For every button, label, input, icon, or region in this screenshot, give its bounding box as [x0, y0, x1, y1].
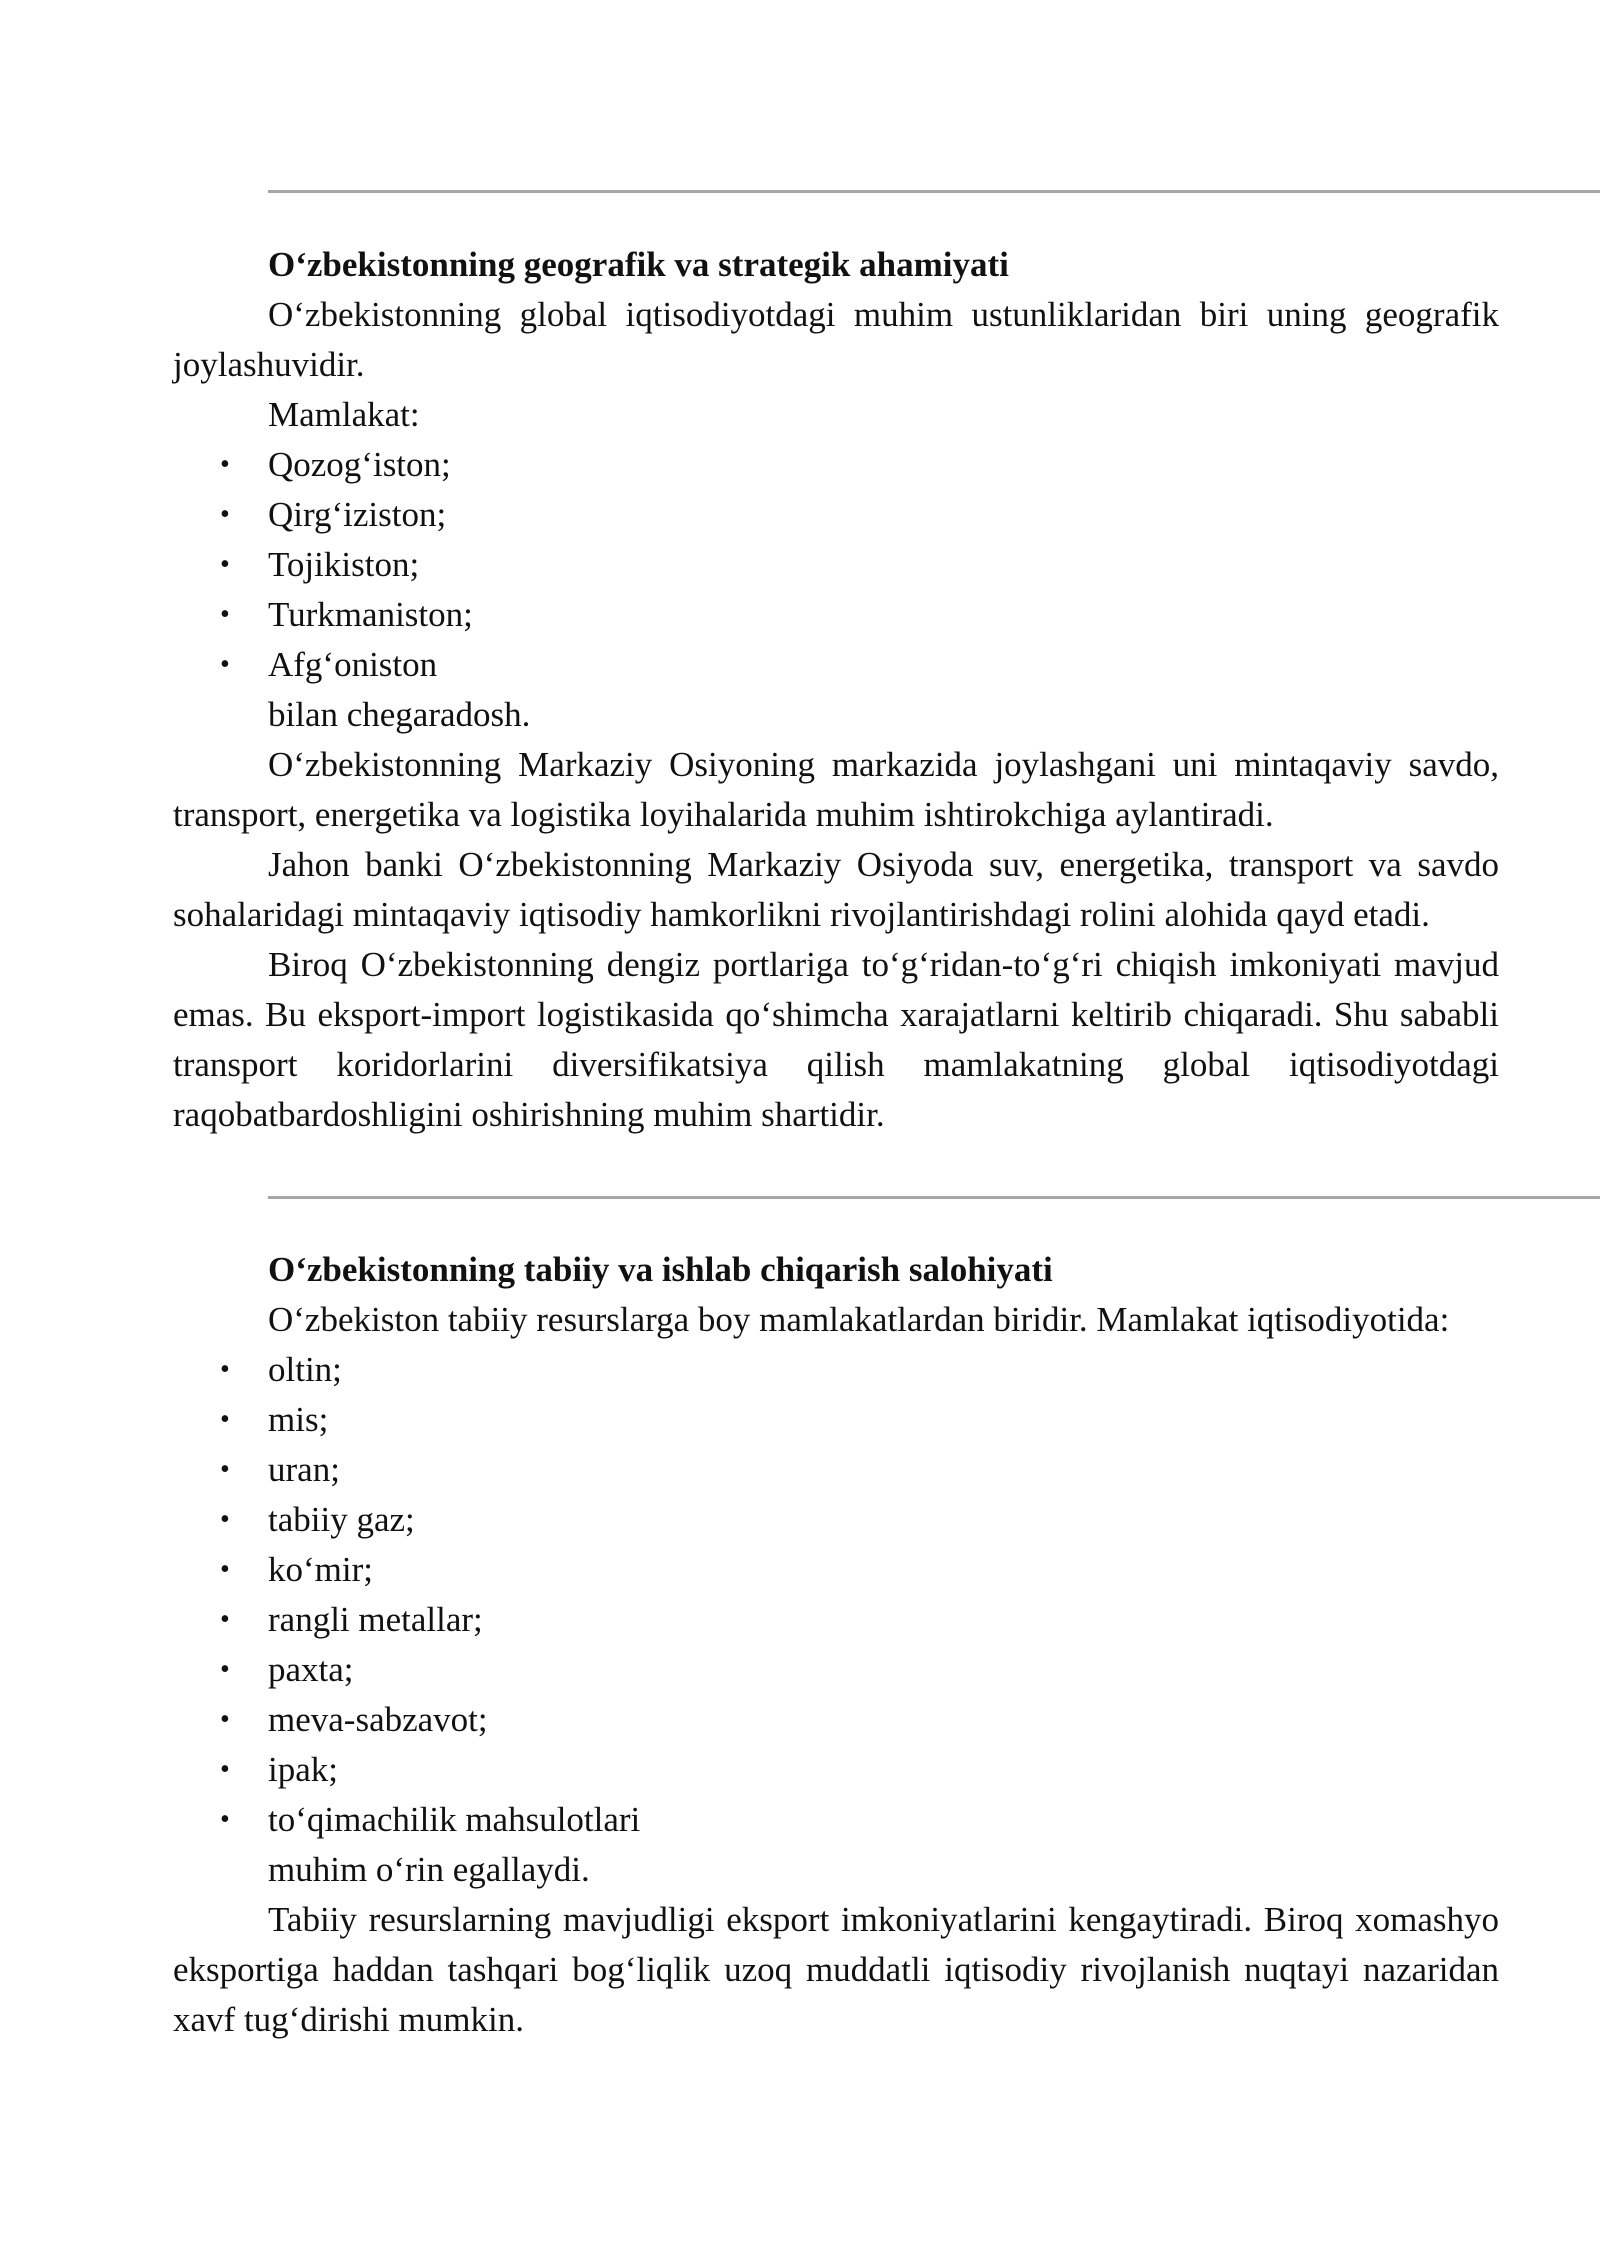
list-tail: muhim o‘rin egallaydi.	[268, 1850, 590, 1889]
list-item	[173, 1495, 1499, 1545]
list-item-text: ipak;	[268, 1750, 338, 1789]
list-item-text: ko‘mir;	[268, 1550, 373, 1589]
section-title: O‘zbekistonning geografik va strategik ahamiyati	[268, 245, 1009, 284]
list-item	[173, 1695, 1499, 1745]
list-item	[173, 1595, 1499, 1645]
list-item-text: tabiiy gaz;	[268, 1500, 415, 1539]
bullet-icon: •	[220, 649, 230, 680]
bullet-icon: •	[220, 1704, 230, 1735]
bullet-icon: •	[220, 1404, 230, 1435]
list-item-text: oltin;	[268, 1350, 342, 1389]
bullet-icon: •	[220, 1604, 230, 1635]
resources-list	[173, 1345, 1499, 1845]
bullet-icon: •	[220, 449, 230, 480]
section-title: O‘zbekistonning tabiiy va ishlab chiqarish salohiyati	[268, 1250, 1053, 1289]
list-item	[173, 1795, 1499, 1845]
list-item	[173, 640, 1499, 690]
list-item	[173, 490, 1499, 540]
list-item-text: Qozog‘iston;	[268, 445, 451, 484]
list-item	[173, 1545, 1499, 1595]
paragraph: O‘zbekistonning Markaziy Osiyoning markazida joylashgani uni mintaqaviy savdo, transport, energetika va logistika loyihalarida muhim ishtirokchiga aylantiradi.	[173, 745, 1499, 834]
list-item-text: rangli metallar;	[268, 1600, 483, 1639]
list-item-text: uran;	[268, 1450, 340, 1489]
bullet-icon: •	[220, 599, 230, 630]
list-item-text: mis;	[268, 1400, 329, 1439]
list-tail: bilan chegaradosh.	[268, 695, 531, 734]
bullet-icon: •	[220, 1554, 230, 1585]
list-item	[173, 590, 1499, 640]
list-item-text: paxta;	[268, 1650, 354, 1689]
list-item	[173, 1745, 1499, 1795]
list-item	[173, 1645, 1499, 1695]
list-item	[173, 1345, 1499, 1395]
list-item-text: meva-sabzavot;	[268, 1700, 488, 1739]
bullet-icon: •	[220, 1804, 230, 1835]
paragraph: Tabiiy resurslarning mavjudligi eksport imkoniyatlarini kengaytiradi. Biroq xomashyo eksportiga haddan tashqari bog‘liqlik uzoq muddatli iqtisodiy rivojlanish nuqtayi nazaridan xavf tug‘dirishi mumkin.	[173, 1900, 1499, 2039]
bullet-icon: •	[220, 1354, 230, 1385]
paragraph: O‘zbekistonning global iqtisodiyotdagi muhim ustunliklaridan biri uning geografik joylashuvidir.	[173, 295, 1499, 384]
list-item	[173, 1445, 1499, 1495]
paragraph: Biroq O‘zbekistonning dengiz portlariga to‘g‘ridan-to‘g‘ri chiqish imkoniyati mavjud emas. Bu eksport-import logistikasida qo‘shimcha xarajatlarni keltirib chiqaradi. Shu sababli transport koridorlarini diversifikatsiya qilish mamlakatning global iqtisodiyotdagi raqobatbardoshligini oshirishning muhim shartidir.	[173, 945, 1499, 1134]
paragraph: Jahon banki O‘zbekistonning Markaziy Osiyoda suv, energetika, transport va savdo sohalaridagi mintaqaviy iqtisodiy hamkorlikni rivojlantirishdagi rolini alohida qayd etadi.	[173, 845, 1499, 934]
list-item-text: to‘qimachilik mahsulotlari	[268, 1800, 641, 1839]
list-item	[173, 1395, 1499, 1445]
bullet-icon: •	[220, 1654, 230, 1685]
divider-middle	[268, 1196, 1600, 1199]
divider-top	[268, 190, 1600, 193]
list-item-text: Afg‘oniston	[268, 645, 438, 684]
bullet-icon: •	[220, 1504, 230, 1535]
bullet-icon: •	[220, 1754, 230, 1785]
list-item	[173, 540, 1499, 590]
list-item-text: Qirg‘iziston;	[268, 495, 447, 534]
neighbors-list	[173, 440, 1499, 690]
bullet-icon: •	[220, 1454, 230, 1485]
section-geography	[173, 240, 1499, 1140]
list-item-text: Tojikiston;	[268, 545, 420, 584]
section-resources	[173, 1245, 1499, 2045]
list-item-text: Turkmaniston;	[268, 595, 473, 634]
bullet-icon: •	[220, 549, 230, 580]
bullet-icon: •	[220, 499, 230, 530]
list-item	[173, 440, 1499, 490]
paragraph: O‘zbekiston tabiiy resurslarga boy mamlakatlardan biridir. Mamlakat iqtisodiyotida:	[268, 1300, 1450, 1339]
list-lead: Mamlakat:	[268, 395, 420, 434]
